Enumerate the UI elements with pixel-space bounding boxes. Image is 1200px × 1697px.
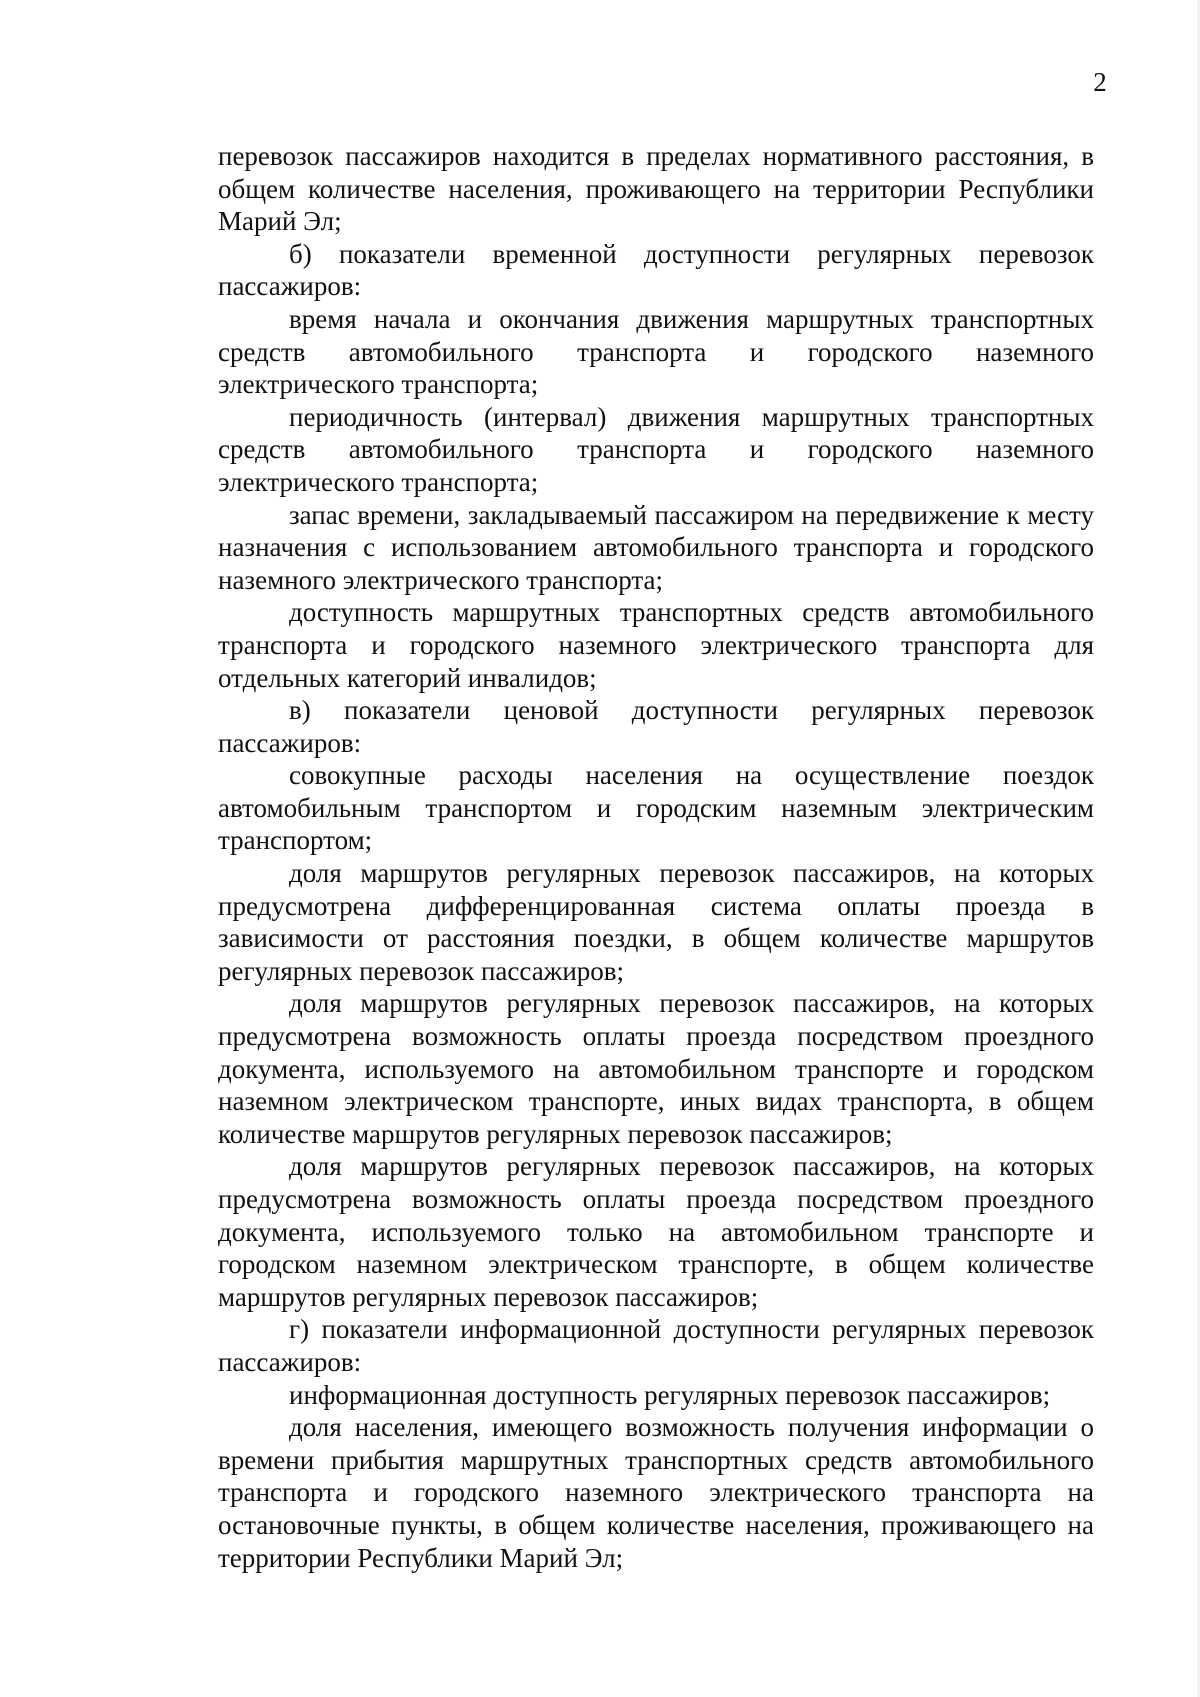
paragraph-travel-document-all-modes: доля маршрутов регулярных перевозок пассажиров, на которых предусмотрена возможность оплаты проезда посредством проездного документа, используемого на автомобильном транспорте и городском наземном электрическом транспорте, иных видах транспорта, в общем количестве маршрутов регулярных перевозок пассажиров; [218,988,1094,1149]
paragraph-information-availability: информационная доступность регулярных перевозок пассажиров; [289,1379,1051,1410]
document-body [218,140,1094,1574]
paragraph-travel-document-road-only: доля маршрутов регулярных перевозок пассажиров, на которых предусмотрена возможность оплаты проезда посредством проездного документа, используемого только на автомобильном транспорте и городском наземном электрическом транспорте, в общем количестве маршрутов регулярных перевозок пассажиров; [218,1151,1094,1312]
paragraph-total-expenses: совокупные расходы населения на осуществление поездок автомобильным транспортом и городским наземным электрическим транспортом; [218,760,1094,856]
paragraph-section-g-heading: г) показатели информационной доступности регулярных перевозок пассажиров: [218,1314,1094,1377]
page-number: 2 [1093,67,1107,97]
paragraph-section-b-heading: б) показатели временной доступности регулярных перевозок пассажиров: [218,238,1094,302]
paragraph-interval: периодичность (интервал) движения маршрутных транспортных средств автомобильного транспорта и городского наземного электрического транспорта; [218,401,1094,497]
paragraph-differentiated-fare: доля маршрутов регулярных перевозок пассажиров, на которых предусмотрена дифференцированная система оплаты проезда в зависимости от расстояния поездки, в общем количестве маршрутов регулярных перевозок пассажиров; [218,858,1094,986]
paragraph-start-end-time: время начала и окончания движения маршрутных транспортных средств автомобильного транспорта и городского наземного электрического транспорта; [218,303,1094,400]
paragraph-continuation: перевозок пассажиров находится в пределах нормативного расстояния, в общем количестве населения, проживающего на территории Республики Марий Эл; [218,141,1094,237]
paragraph-time-reserve: запас времени, закладываемый пассажиром на передвижение к месту назначения с использованием автомобильного транспорта и городского наземного электрического транспорта; [218,499,1094,595]
paragraph-section-v-heading: в) показатели ценовой доступности регулярных перевозок пассажиров: [218,695,1094,758]
paragraph-disability-access: доступность маршрутных транспортных средств автомобильного транспорта и городского наземного электрического транспорта для отдельных категорий инвалидов; [218,597,1094,693]
paragraph-arrival-information: доля населения, имеющего возможность получения информации о времени прибытия маршрутных транспортных средств автомобильного транспорта и городского наземного электрического транспорта на остановочные пункты, в общем количестве населения, проживающего на территории Республики Марий Эл; [218,1412,1094,1573]
